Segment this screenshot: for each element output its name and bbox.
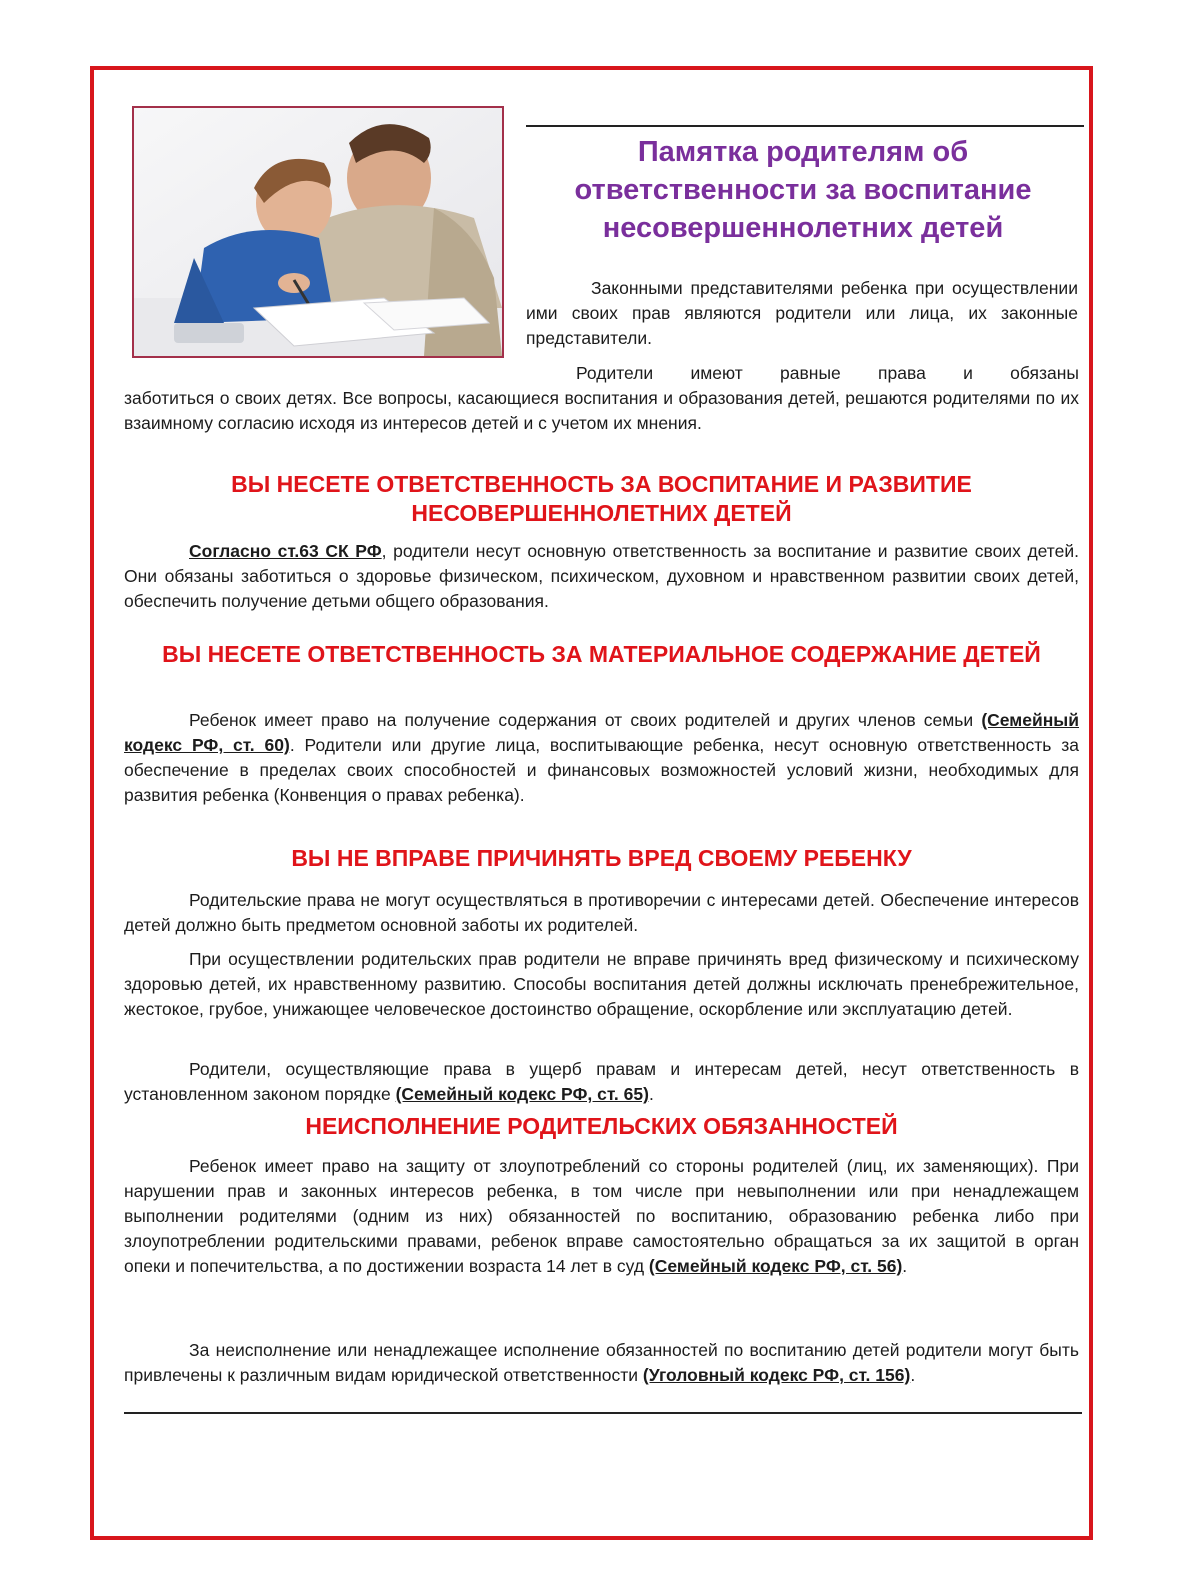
paragraph-parents-rights-first-line: Родители имеют равные права и обязаны bbox=[576, 363, 1079, 383]
paragraph-legal-liability-text: За неисполнение или ненадлежащее исполнение обязанностей по воспитанию детей родители могут быть привлечены к различным видам юридической ответственности bbox=[124, 1340, 1079, 1385]
photo-container bbox=[132, 106, 508, 360]
reference-sk-56: (Семейный кодекс РФ, ст. 56) bbox=[648, 1256, 903, 1276]
header-rule bbox=[526, 125, 1084, 127]
reference-sk-65: (Семейный кодекс РФ, ст. 65) bbox=[395, 1084, 649, 1104]
paragraph-child-protection bbox=[124, 1154, 1079, 1279]
heading-non-fulfillment: НЕИСПОЛНЕНИЕ РОДИТЕЛЬСКИХ ОБЯЗАННОСТЕЙ bbox=[305, 1113, 898, 1139]
paragraph-parents-rights-rest: заботиться о своих детях. Все вопросы, касающиеся воспитания и образования детей, решаются родителями по их взаимному согласию исходя из интересов детей и с учетом их мнения. bbox=[124, 388, 1079, 433]
heading-upbringing: ВЫ НЕСЕТЕ ОТВЕТСТВЕННОСТЬ ЗА ВОСПИТАНИЕ И РАЗВИТИЕ НЕСОВЕРШЕННОЛЕТНИХ ДЕТЕЙ bbox=[231, 471, 972, 526]
intro-paragraph: Законными представителями ребенка при осуществлении ими своих прав являются родители или лица, их законные представители. bbox=[526, 278, 1078, 348]
paragraph-upbringing bbox=[124, 539, 1079, 614]
bottom-rule bbox=[124, 1412, 1082, 1414]
reference-sk-60: (Семейный кодекс РФ, ст. 60) bbox=[124, 710, 1079, 755]
photo-illustration bbox=[134, 108, 502, 356]
reference-uk-156: (Уголовный кодекс РФ, ст. 156) bbox=[642, 1365, 911, 1385]
paragraph-no-harm: При осуществлении родительских прав родители не вправе причинять вред физическому и психическому здоровью детей, их нравственному развитию. Способы воспитания детей должны исключать пренебрежительное, жестокое, грубое, унижающее человеческое достоинство обращение, оскорбление или эксплуатацию детей. bbox=[124, 949, 1079, 1019]
heading-no-harm: ВЫ НЕ ВПРАВЕ ПРИЧИНЯТЬ ВРЕД СВОЕМУ РЕБЕНКУ bbox=[291, 845, 912, 871]
paragraph-parents-rights bbox=[124, 361, 1079, 436]
paragraph-material-support-text: Ребенок имеет право на получение содержания от своих родителей и других членов семьи bbox=[189, 710, 982, 730]
paragraph-legal-liability-end: . bbox=[910, 1365, 916, 1385]
paragraph-liability-end: . bbox=[648, 1084, 654, 1104]
document-title: Памятка родителям об ответственности за воспитание несовершеннолетних детей bbox=[574, 136, 1032, 244]
paragraph-rights-interests: Родительские права не могут осуществляться в противоречии с интересами детей. Обеспечение интересов детей должно быть предметом основной заботы их родителей. bbox=[124, 890, 1079, 935]
paragraph-legal-liability bbox=[124, 1338, 1079, 1388]
paragraph-material-support-text-2: . Родители или другие лица, воспитывающие ребенка, несут основную ответственность за обеспечение в пределах своих способностей и финансовых возможностей условий жизни, необходимых для развития ребенка (Конвенция о правах ребенка). bbox=[124, 735, 1079, 805]
paragraph-upbringing-text: , родители несут основную ответственность за воспитание и развитие своих детей. Они обязаны заботиться о здоровье физическом, психическом, духовном и нравственном развитии своих детей, обеспечить получение детьми общего образования. bbox=[124, 541, 1079, 611]
paragraph-material-support bbox=[124, 708, 1079, 808]
paragraph-child-protection-text: Ребенок имеет право на защиту от злоупотреблений со стороны родителей (лиц, их заменяющих). При нарушении прав и законных интересов ребенка, в том числе при невыполнении или при ненадлежащем выполнении родителями (одним из них) обязанностей по воспитанию, образованию ребенка либо при злоупотреблении родительскими правами, ребенок вправе самостоятельно обращаться за их защитой в орган опеки и попечительства, а по достижении возраста 14 лет в суд bbox=[124, 1156, 1079, 1276]
paragraph-liability bbox=[124, 1057, 1079, 1107]
paragraph-liability-text: Родители, осуществляющие права в ущерб правам и интересам детей, несут ответственность в установленном законом порядке bbox=[124, 1059, 1079, 1104]
heading-material-support: ВЫ НЕСЕТЕ ОТВЕТСТВЕННОСТЬ ЗА МАТЕРИАЛЬНОЕ СОДЕРЖАНИЕ ДЕТЕЙ bbox=[162, 641, 1041, 667]
father-son-photo bbox=[132, 106, 504, 358]
paragraph-child-protection-end: . bbox=[902, 1256, 908, 1276]
reference-sk-63: Согласно ст.63 СК РФ bbox=[189, 541, 382, 561]
